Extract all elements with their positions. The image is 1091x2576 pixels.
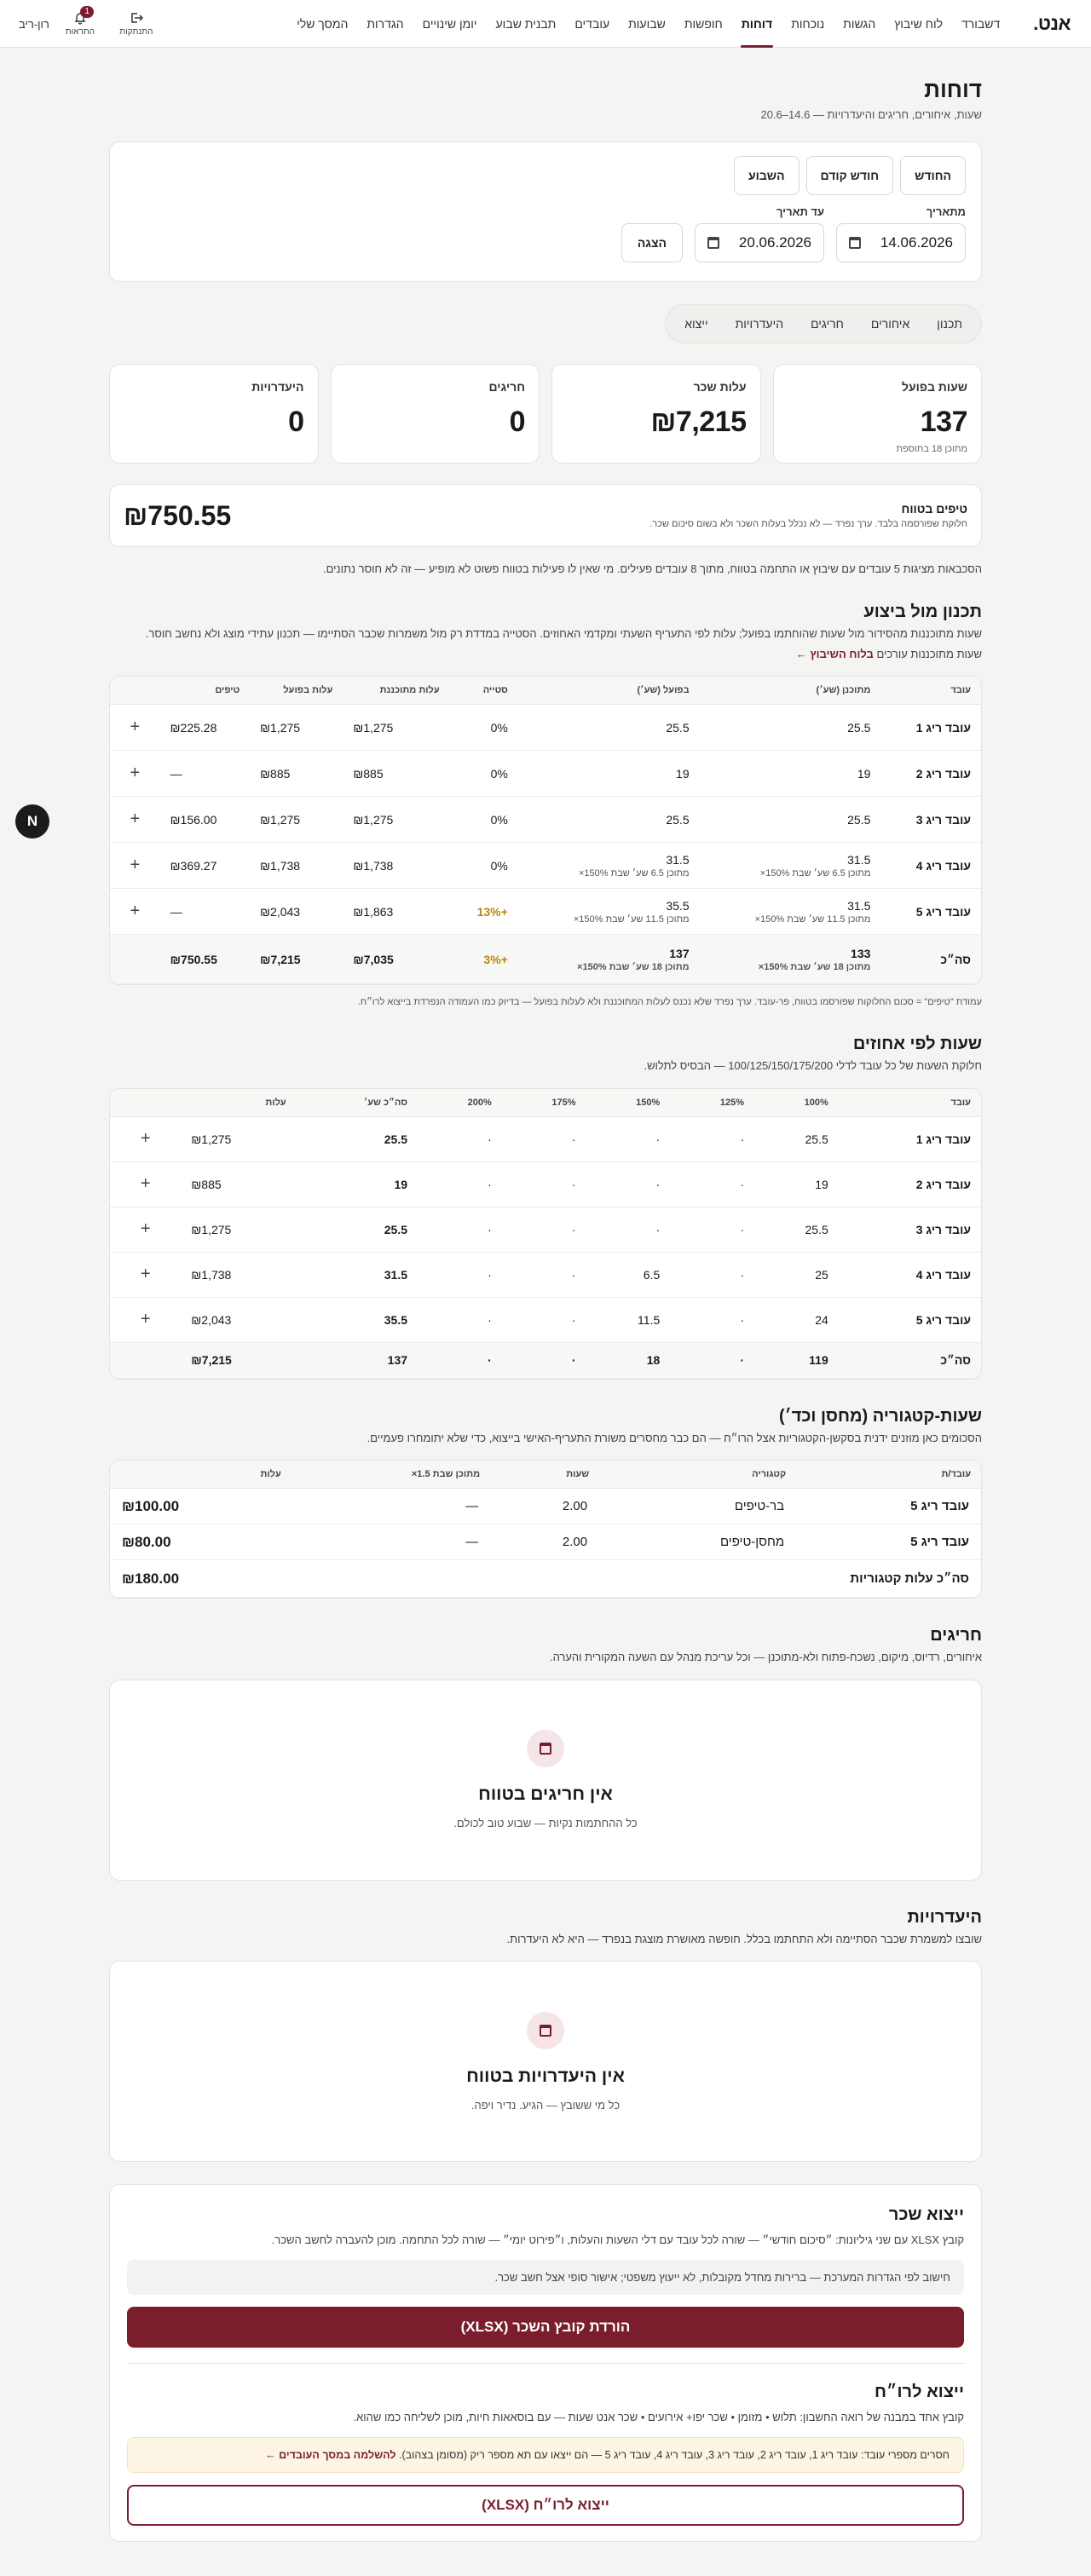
nav-changelog[interactable]: יומן שינויים <box>422 16 477 31</box>
column-header: 100% <box>754 1089 839 1117</box>
plan-description-2 <box>109 646 982 663</box>
column-header: עובד <box>839 1089 981 1117</box>
bucket-c125-cell: · <box>670 1116 754 1161</box>
plan-description: שעות מתוכננות מהסידור מול שעות שהוחתמו בפועל; עלות לפי התעריף השעתי ומקדמי האחוזים. הסטייה במדדת רק מול משמרות שכבר הסתיימו — תכנון עתידי מוצג ולא נחשב חוסר. <box>145 627 982 640</box>
stat-value: 0 <box>509 406 525 438</box>
employee-name: עובד ריג 2 <box>839 1161 981 1207</box>
plus-icon[interactable]: + <box>140 1310 151 1328</box>
plus-icon[interactable]: + <box>140 1219 151 1238</box>
planned-hours: 31.5 <box>847 852 871 867</box>
stat-label: היעדרויות <box>251 380 304 394</box>
actual-hours: 137 <box>669 946 690 960</box>
pcost-cell: ₪885 <box>343 751 449 797</box>
calendar-icon <box>527 1730 564 1767</box>
nav-submissions[interactable]: הגשות <box>843 16 876 31</box>
employee-name: עובד ריג 3 <box>839 1207 981 1252</box>
nav-weeks[interactable]: שבועות <box>628 16 666 31</box>
accountant-export-title: ייצוא לרו״ח <box>875 2383 964 2401</box>
table-row <box>110 1489 981 1524</box>
deviation-cell: 0% <box>450 797 518 843</box>
total-hours-cell: 25.5 <box>297 1207 418 1252</box>
acost-cell: ₪885 <box>250 751 343 797</box>
quick-range-buttons <box>125 156 966 195</box>
this-month-button[interactable]: החודש <box>900 156 966 195</box>
bucket-c125-cell: · <box>670 1207 754 1252</box>
pct-table-card <box>109 1088 982 1380</box>
tips-note: חלוקת שפורסמה בלבד. ערך נפרד — לא נכלל בעלות השכר ולא בשום סיכום שכר. <box>649 519 967 529</box>
category-total-label: סה״כ עלות קטגוריות <box>292 1560 981 1598</box>
table-row[interactable] <box>110 797 981 843</box>
actual-hours-cell <box>518 751 700 797</box>
table-row[interactable] <box>110 1161 981 1207</box>
category-table <box>110 1461 981 1598</box>
stat-absences <box>109 364 319 464</box>
absences-empty-title: אין היעדרויות בטווח <box>466 2066 625 2086</box>
logout-label: התנתקות <box>119 27 153 37</box>
tips-title: טיפים בטווח <box>901 502 967 516</box>
category-table-header <box>110 1461 981 1489</box>
planned-hours: 133 <box>851 946 871 960</box>
expand-row-button[interactable] <box>110 1297 181 1342</box>
bucket-c200-cell: · <box>418 1342 502 1378</box>
cost-cell: ₪1,275 <box>181 1207 296 1252</box>
plan-table-card <box>109 676 982 985</box>
expand-row-button[interactable] <box>110 751 160 797</box>
exceptions-empty-title: אין חריגים בטווח <box>478 1784 613 1804</box>
total-hours-cell: 137 <box>297 1342 418 1378</box>
acost-cell: ₪1,738 <box>250 843 343 889</box>
stat-value: 0 <box>288 406 304 438</box>
plus-icon[interactable]: + <box>130 902 141 920</box>
column-header: עובד/ת <box>796 1461 981 1489</box>
deviation-cell: 0% <box>450 843 518 889</box>
employee-name: עובד ריג 4 <box>839 1252 981 1297</box>
nav-attendance[interactable]: נוכחות <box>791 16 825 31</box>
expand-column-header <box>110 677 160 705</box>
actual-hours: 25.5 <box>666 812 690 827</box>
alerts-badge: 1 <box>80 6 94 18</box>
coverage-message: הסכבאות מציגות 5 עובדים עם שיבוץ או התחמה בטווח, מתוך 8 עובדים פעילים. מי שאין לו פעילות בטווח פשוט לא מופיע — זה לא חוסר נתונים. <box>323 562 982 575</box>
absences-empty-text: כל מי ששובץ — הגיע. נדיר ויפה. <box>470 2098 621 2112</box>
plan-table <box>110 677 981 984</box>
actual-hours: 25.5 <box>666 720 690 735</box>
table-total-row <box>110 935 981 984</box>
column-header: טיפים <box>160 677 251 705</box>
divider <box>127 2363 964 2364</box>
hours-cell: 2.00 <box>490 1524 599 1560</box>
actual-hours-note: מתוכן 6.5 שע׳ שבת 150%× <box>578 867 690 879</box>
acost-cell: ₪1,275 <box>250 797 343 843</box>
logout-icon <box>130 11 143 25</box>
top-bar <box>0 0 1091 48</box>
bucket-c100-cell: 25 <box>754 1252 839 1297</box>
exceptions-section-title: חריגים <box>930 1626 982 1645</box>
bucket-c200-cell: · <box>418 1297 502 1342</box>
exceptions-description: איחורים, רדיוס, מיקום, נשכח-פתוח ולא-מתוכנן — וכל עריכת מנהל עם השעה המקורית והערה. <box>549 1651 982 1663</box>
category-cell: בר-טיפים <box>599 1489 796 1524</box>
tips-cell: ₪750.55 <box>160 935 251 984</box>
table-row[interactable] <box>110 751 981 797</box>
bucket-c100-cell: 25.5 <box>754 1207 839 1252</box>
plan-desc2-text: שעות מתוכננות עורכים <box>876 647 982 660</box>
plus-icon[interactable]: + <box>140 1129 151 1148</box>
pcost-cell: ₪1,275 <box>343 797 449 843</box>
column-header: 200% <box>418 1089 502 1117</box>
calendar-icon[interactable] <box>849 237 861 249</box>
pct-table-header <box>110 1089 981 1117</box>
bucket-c200-cell: · <box>418 1116 502 1161</box>
expand-row-button[interactable] <box>110 1161 181 1207</box>
stats-row <box>109 364 982 464</box>
table-row[interactable] <box>110 843 981 889</box>
stat-exceptions <box>331 364 540 464</box>
bucket-c175-cell: · <box>502 1116 586 1161</box>
tips-footnote: עמודת "טיפים" = סכום החלוקות שפורסמו בטווח, פר-עובד. ערך נפרד שלא נכנס לעלות המתוכננת ולא לעלות בפועל — בדיוק כמו העמודה הנפרדת בייצוא לרו״ח. <box>357 997 982 1007</box>
actual-hours-note: מתוכן 18 שע׳ שבת 150%× <box>577 961 690 972</box>
employees-screen-link[interactable]: להשלמה במסך העובדים ← <box>265 2449 396 2461</box>
table-total-row <box>110 1342 981 1378</box>
user-name[interactable]: רון-ריב <box>19 17 49 31</box>
section-tabs <box>665 304 982 343</box>
column-header: 125% <box>670 1089 754 1117</box>
plus-icon[interactable]: + <box>140 1265 151 1283</box>
plus-icon[interactable]: + <box>130 856 141 874</box>
shabbat-cell: — <box>292 1524 490 1560</box>
category-cell: מחסן-טיפים <box>599 1524 796 1560</box>
bucket-c125-cell: · <box>670 1161 754 1207</box>
expand-row-button[interactable] <box>110 889 160 935</box>
table-row[interactable] <box>110 1252 981 1297</box>
deviation-cell: 0% <box>450 751 518 797</box>
bucket-c175-cell: · <box>502 1161 586 1207</box>
payroll-export-description: קובץ XLSX עם שני גיליונות: ״סיכום חודשי״ — שורה לכל עובד עם דלי השעות והעלות, ו״פירוט יומי״ — שורה לכל התחמה. מוכן להעברה לחשב השכר. <box>271 2233 964 2246</box>
date-filter-card <box>109 141 982 282</box>
plus-icon[interactable]: + <box>140 1174 151 1193</box>
stat-actual-hours <box>773 364 983 464</box>
employee-name: סה״כ <box>880 935 981 984</box>
bucket-c175-cell: · <box>502 1342 586 1378</box>
table-row[interactable] <box>110 889 981 935</box>
stat-label: עלות שכר <box>693 380 747 394</box>
plus-icon[interactable]: + <box>130 764 141 782</box>
actual-hours-note: מתוכן 11.5 שע׳ שבת 150%× <box>573 913 690 925</box>
exceptions-empty-text: כל ההחתמות נקיות — שבוע טוב לכולם. <box>453 1817 638 1830</box>
expand-row-button[interactable] <box>110 1116 181 1161</box>
column-header: 175% <box>502 1089 586 1117</box>
stat-note: מתוכן 18 בתוספת <box>896 444 967 454</box>
deviation-cell: 0% <box>450 705 518 751</box>
tips-amount: ₪750.55 <box>124 499 232 531</box>
export-card <box>109 2184 982 2542</box>
employee-name: עובד ריג 1 <box>880 705 981 751</box>
column-header: עלות מתוכננת <box>343 677 449 705</box>
apply-button[interactable]: הצגה <box>621 223 683 262</box>
warning-text: חסרים מספרי עובד: עובד ריג 1, עובד ריג 2, עובד ריג 3, עובד ריג 4, עובד ריג 5 — הם ייצאו עם תא מספר ריק (מסומן בצהוב). <box>399 2449 950 2461</box>
pct-table <box>110 1089 981 1379</box>
bucket-c100-cell: 24 <box>754 1297 839 1342</box>
cost-cell: ₪7,215 <box>181 1342 296 1378</box>
column-header: סטייה <box>450 677 518 705</box>
deviation-cell: +3% <box>450 935 518 984</box>
planned-hours-note: מתוכן 18 שע׳ שבת 150%× <box>758 961 871 972</box>
employee-name: עובד ריג 5 <box>796 1489 981 1524</box>
previous-month-button[interactable]: חודש קודם <box>806 156 894 195</box>
app-logo[interactable]: אנט. <box>1033 12 1071 34</box>
employee-name: סה״כ <box>839 1342 981 1378</box>
this-week-button[interactable]: השבוע <box>734 156 799 195</box>
from-date-value: 14.06.2026 <box>880 234 953 251</box>
actual-hours: 35.5 <box>666 898 690 913</box>
bottom-spacer <box>109 2542 982 2576</box>
employee-name: עובד ריג 5 <box>839 1297 981 1342</box>
alerts-button[interactable] <box>60 7 101 37</box>
bucket-c175-cell: · <box>502 1207 586 1252</box>
stat-wage-cost <box>551 364 761 464</box>
expand-row-button[interactable] <box>110 1252 181 1297</box>
logout-button[interactable] <box>116 11 157 37</box>
plus-icon[interactable]: + <box>130 717 141 736</box>
export-accountant-button[interactable]: ייצוא לרו״ח (XLSX) <box>127 2485 964 2526</box>
page-subtitle: שעות, איחורים, חריגים והיעדרויות — 14.6–20.6 <box>760 108 982 121</box>
column-header: שעות <box>490 1461 599 1489</box>
tips-cell: — <box>160 751 251 797</box>
pcost-cell: ₪1,738 <box>343 843 449 889</box>
tips-cell: — <box>160 889 251 935</box>
column-header: בפועל (שע׳) <box>518 677 700 705</box>
tab-planning[interactable]: תכנון <box>937 317 962 331</box>
category-description: הסכומים כאן מוזנים ידנית בסקשן-הקטגוריות אצל הרו״ח — הם כבר מחסרים משורת התעריף-האישי בייצוא, כדי שלא יתומחרו פעמיים. <box>367 1431 982 1444</box>
absences-section-title: היעדרויות <box>907 1907 982 1927</box>
payroll-disclaimer: חישוב לפי הגדרות המערכת — ברירות מחדל מקובלות, לא ייעוץ משפטי; אישור סופי אצל חשב שכר. <box>127 2260 964 2295</box>
pct-section-title: שעות לפי אחוזים <box>852 1034 982 1053</box>
payroll-export-title: ייצוא שכר <box>888 2205 964 2224</box>
download-payroll-button[interactable]: הורדת קובץ השכר (XLSX) <box>127 2307 964 2348</box>
acost-cell: ₪7,215 <box>250 935 343 984</box>
stat-value: ₪7,215 <box>650 406 747 438</box>
expand-column-header <box>110 1089 181 1117</box>
bucket-c175-cell: · <box>502 1297 586 1342</box>
bucket-c100-cell: 119 <box>754 1342 839 1378</box>
bucket-c150-cell: · <box>586 1207 671 1252</box>
cost-cell: ₪2,043 <box>181 1297 296 1342</box>
page-title: דוחות <box>924 77 982 102</box>
employee-name: עובד ריג 5 <box>880 889 981 935</box>
actual-hours-cell <box>518 843 700 889</box>
calendar-icon <box>527 2012 564 2049</box>
table-row[interactable] <box>110 1116 981 1161</box>
column-header: עלות <box>181 1089 296 1117</box>
category-section-title: שעות-קטגוריה (מחסן וכד׳) <box>778 1406 982 1426</box>
actual-hours-cell <box>518 797 700 843</box>
table-row <box>110 1524 981 1560</box>
from-date-input[interactable] <box>836 223 966 262</box>
nav-reports[interactable]: דוחות <box>732 0 782 48</box>
from-date-label: מתאריך <box>926 205 966 218</box>
nav-week-template[interactable]: תבנית שבוע <box>495 16 557 31</box>
pcost-cell: ₪1,275 <box>343 705 449 751</box>
cost-cell: ₪1,275 <box>181 1116 296 1161</box>
planned-hours: 19 <box>857 766 871 781</box>
bucket-c150-cell: · <box>586 1161 671 1207</box>
total-hours-cell: 19 <box>297 1161 418 1207</box>
column-header: קטגוריה <box>599 1461 796 1489</box>
planned-hours-cell <box>700 797 881 843</box>
alerts-label: התראות <box>65 27 95 37</box>
cost-cell: ₪1,738 <box>181 1252 296 1297</box>
employee-name: עובד ריג 1 <box>839 1116 981 1161</box>
pct-description: חלוקת השעות של כל עובד לדלי 100/125/150/175/200 — הבסיס לתלוש. <box>644 1059 982 1072</box>
bucket-c150-cell: 6.5 <box>586 1252 671 1297</box>
bucket-c100-cell: 19 <box>754 1161 839 1207</box>
tips-cell: ₪156.00 <box>160 797 251 843</box>
planned-hours-cell <box>700 889 881 935</box>
category-total-value: ₪180.00 <box>110 1560 292 1598</box>
tab-export[interactable]: ייצוא <box>684 317 708 331</box>
bucket-c175-cell: · <box>502 1252 586 1297</box>
total-hours-cell: 31.5 <box>297 1252 418 1297</box>
planned-hours-note: מתוכן 11.5 שע׳ שבת 150%× <box>754 913 871 925</box>
acost-cell: ₪2,043 <box>250 889 343 935</box>
actual-hours-cell <box>518 705 700 751</box>
planned-hours-cell <box>700 705 881 751</box>
tab-lateness[interactable]: איחורים <box>870 317 910 331</box>
from-date-field <box>836 205 966 262</box>
main-nav <box>287 0 1009 48</box>
absences-empty-state <box>109 1961 982 2162</box>
bucket-c125-cell: · <box>670 1297 754 1342</box>
nav-employees[interactable]: עובדים <box>574 16 610 31</box>
floating-action-button[interactable]: N <box>15 804 49 838</box>
table-row[interactable] <box>110 1297 981 1342</box>
actual-hours: 19 <box>676 766 690 781</box>
planned-hours-cell <box>700 751 881 797</box>
stat-label: חריגים <box>488 380 525 394</box>
calendar-icon[interactable] <box>707 237 719 249</box>
bucket-c200-cell: · <box>418 1207 502 1252</box>
planned-hours-note: מתוכן 6.5 שע׳ שבת 150%× <box>759 867 871 879</box>
stat-value: 137 <box>920 406 967 438</box>
bucket-c150-cell: 18 <box>586 1342 671 1378</box>
column-header: עובד <box>880 677 981 705</box>
tips-cell: ₪369.27 <box>160 843 251 889</box>
cost-cell: ₪100.00 <box>110 1489 292 1524</box>
employee-name: עובד ריג 3 <box>880 797 981 843</box>
cost-cell: ₪80.00 <box>110 1524 292 1560</box>
total-hours-cell: 25.5 <box>297 1116 418 1161</box>
tab-absences[interactable]: היעדרויות <box>735 317 784 331</box>
expand-row-button[interactable] <box>110 843 160 889</box>
bucket-c200-cell: · <box>418 1252 502 1297</box>
column-header: עלות <box>110 1461 292 1489</box>
bucket-c150-cell: · <box>586 1116 671 1161</box>
employee-name: עובד ריג 2 <box>880 751 981 797</box>
tips-cell: ₪225.28 <box>160 705 251 751</box>
nav-vacations[interactable]: חופשות <box>684 16 723 31</box>
shabbat-cell: — <box>292 1489 490 1524</box>
deviation-cell: +13% <box>450 889 518 935</box>
actual-hours: 31.5 <box>666 852 690 867</box>
planned-hours: 25.5 <box>847 812 871 827</box>
category-table-card <box>109 1460 982 1599</box>
bucket-c125-cell: · <box>670 1342 754 1378</box>
nav-dashboard[interactable]: דשבורד <box>961 16 1001 31</box>
nav-settings[interactable]: הגדרות <box>367 16 404 31</box>
pcost-cell: ₪1,863 <box>343 889 449 935</box>
schedule-link[interactable]: בלוח השיבוץ ← <box>795 647 874 660</box>
absences-description: שובצו למשמרת שכבר הסתיימה ולא התחתמו בכלל. חופשה מאושרת מוצגת בנפרד — היא לא היעדרות. <box>506 1932 982 1945</box>
reports-page <box>109 48 982 2576</box>
employee-name: עובד ריג 4 <box>880 843 981 889</box>
to-date-value: 20.06.2026 <box>738 234 811 251</box>
column-header: מתוכן שבת 1.5× <box>292 1461 490 1489</box>
acost-cell: ₪1,275 <box>250 705 343 751</box>
accountant-export-description: קובץ אחד במבנה של רואה החשבון: תלוש • מזומן • שכר יפו+ אירועים • שכר אנט שעות — עם בוסאאות חיות, מוכן לשליחה כמו שהוא. <box>353 2411 964 2423</box>
table-total-row <box>110 1560 981 1598</box>
to-date-field <box>695 205 824 262</box>
expand-row-button[interactable] <box>110 1207 181 1252</box>
expand-row-button[interactable] <box>110 705 160 751</box>
to-date-input[interactable] <box>695 223 824 262</box>
nav-my-screen[interactable]: המסך שלי <box>297 16 349 31</box>
pcost-cell: ₪7,035 <box>343 935 449 984</box>
plan-table-header <box>110 677 981 705</box>
bucket-c150-cell: 11.5 <box>586 1297 671 1342</box>
planned-hours: 31.5 <box>847 898 871 913</box>
cost-cell: ₪885 <box>181 1161 296 1207</box>
column-header: עלות בפועל <box>250 677 343 705</box>
plus-icon[interactable]: + <box>130 810 141 828</box>
actual-hours-cell <box>518 935 700 984</box>
planned-hours-cell <box>700 935 881 984</box>
hours-cell: 2.00 <box>490 1489 599 1524</box>
bucket-c200-cell: · <box>418 1161 502 1207</box>
empty-cell <box>110 935 160 984</box>
missing-ids-warning <box>127 2437 964 2473</box>
column-header: 150% <box>586 1089 671 1117</box>
stat-label: שעות בפועל <box>901 380 967 394</box>
actual-hours-cell <box>518 889 700 935</box>
total-hours-cell: 35.5 <box>297 1297 418 1342</box>
tab-exceptions[interactable]: חריגים <box>811 317 844 331</box>
exceptions-empty-state <box>109 1680 982 1881</box>
column-header: מתוכנן (שע׳) <box>700 677 881 705</box>
table-row[interactable] <box>110 705 981 751</box>
topbar-user-area <box>19 0 157 48</box>
nav-schedule[interactable]: לוח שיבוץ <box>894 16 944 31</box>
planned-hours: 25.5 <box>847 720 871 735</box>
planned-hours-cell <box>700 843 881 889</box>
tips-card <box>109 484 982 547</box>
bucket-c100-cell: 25.5 <box>754 1116 839 1161</box>
employee-name: עובד ריג 5 <box>796 1524 981 1560</box>
to-date-label: עד תאריך <box>776 205 824 218</box>
date-range-row <box>125 205 966 262</box>
column-header: סה״כ שע׳ <box>297 1089 418 1117</box>
table-row[interactable] <box>110 1207 981 1252</box>
expand-row-button[interactable] <box>110 797 160 843</box>
empty-cell <box>110 1342 181 1378</box>
bucket-c125-cell: · <box>670 1252 754 1297</box>
plan-section-title: תכנון מול ביצוע <box>863 602 982 621</box>
